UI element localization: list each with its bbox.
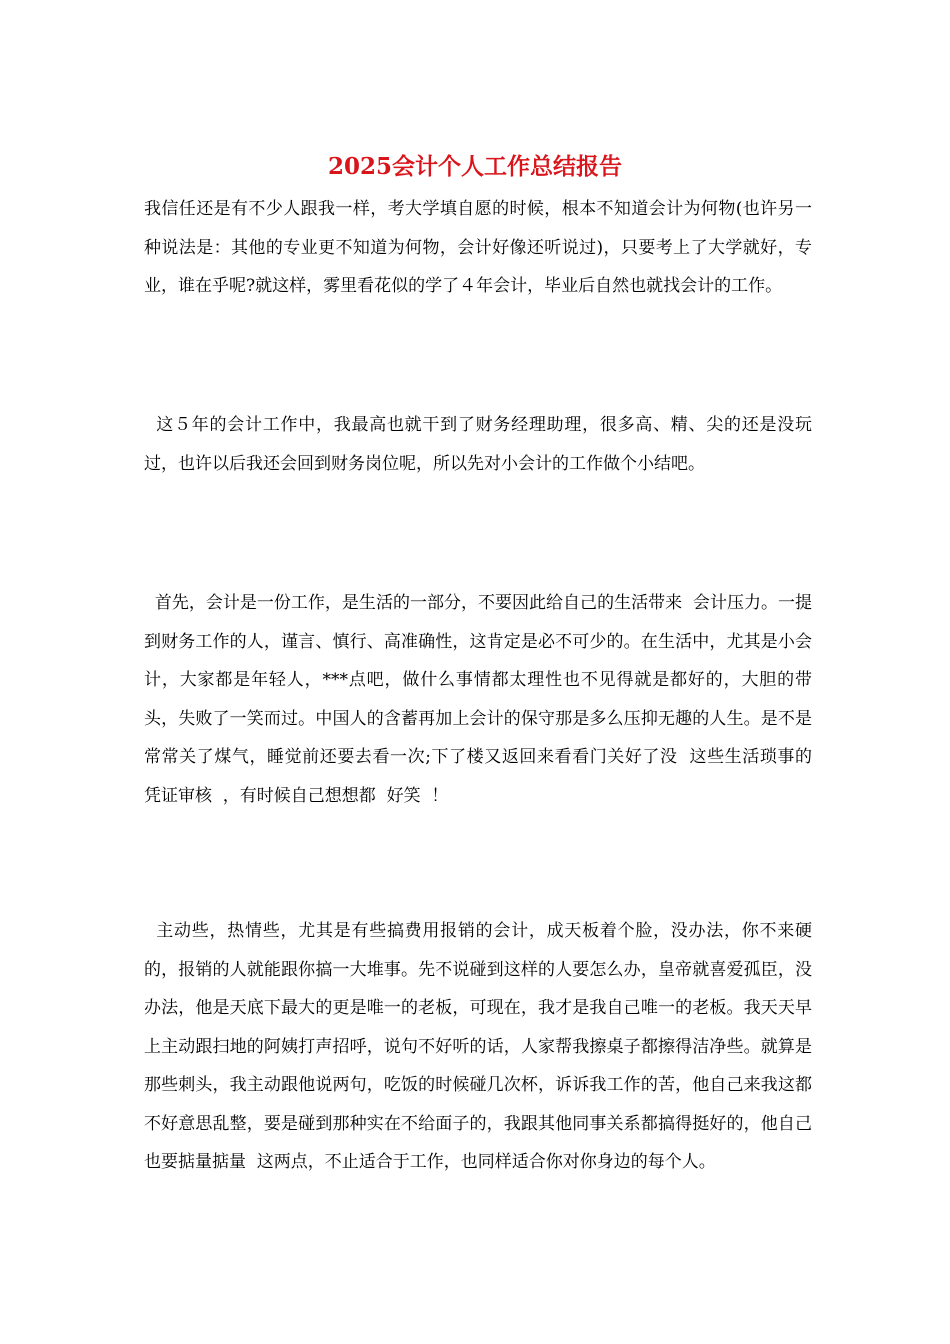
paragraph-3: 首先，会计是一份工作，是生活的一部分，不要因此给自己的生活带来 会计压力。一提到财务工作的人，谨言、慎行、高准确性，这肯定是必不可少的。在生活中，尤其是小会计，大家都是年轻人，***点吧，做什么事情都太理性也不见得就是都好的，大胆的带头，失败了一笑而过。中国人的含蓄再加上会计的保守那是多么压抑无趣的人生。是不是常常关了煤气，睡觉前还要去看一次;下了楼又返回来看看门关好了没 这些生活琐事的 凭证审核 ，有时候自己想想都 好笑 ！: [144, 593, 823, 806]
paragraph-4: 主动些，热情些，尤其是有些搞费用报销的会计，成天板着个脸，没办法，你不来硬的，报销的人就能跟你搞一大堆事。先不说碰到这样的人要怎么办，皇帝就喜爱孤臣，没办法，他是天底下最大的更是唯一的老板，可现在，我才是我自己唯一的老板。我天天早上主动跟扫地的阿姨打声招呼，说句不好听的话，人家帮我擦桌子都擦得洁净些。就算是那些刺头，我主动跟他说两句，吃饭的时候碰几次杯，诉诉我工作的苦，他自己来我这都不好意思乱整，要是碰到那种实在不给面子的，我跟其他同事关系都搞得挺好的，他自己也要掂量掂量 这两点，不止适合于工作，也同样适合你对你身边的每个人。: [144, 921, 812, 1172]
paragraph-2: 这５年的会计工作中，我最高也就干到了财务经理助理，很多高、精、尖的还是没玩过，也许以后我还会回到财务岗位呢，所以先对小会计的工作做个小结吧。: [144, 415, 812, 474]
document-title: 2025会计个人工作总结报告: [327, 153, 622, 180]
paragraph-1: 我信任还是有不少人跟我一样，考大学填自愿的时候，根本不知道会计为何物(也许另一种说法是：其他的专业更不知道为何物，会计好像还听说过)，只要考上了大学就好，专业，谁在乎呢?就这样，雾里看花似的学了４年会计，毕业后自然也就找会计的工作。: [144, 199, 812, 296]
